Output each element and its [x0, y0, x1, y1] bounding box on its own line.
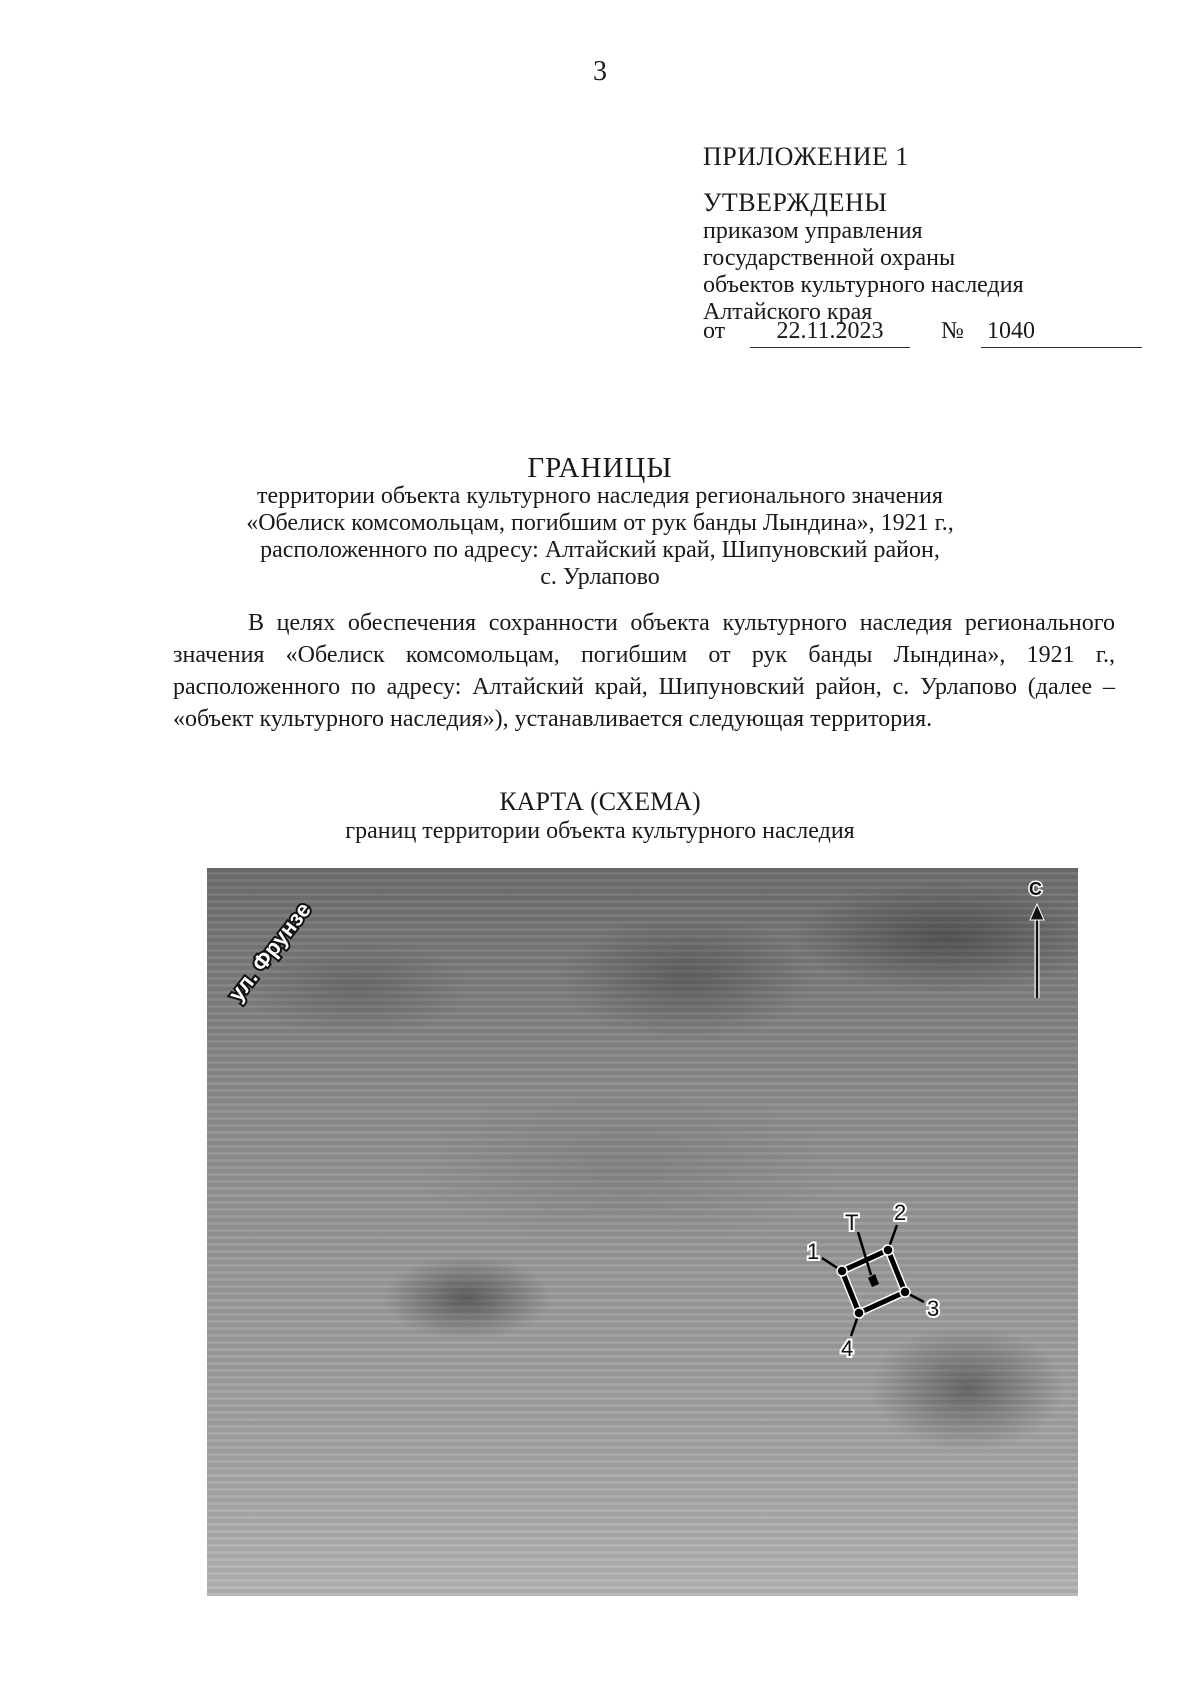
page-number: 3 [593, 56, 607, 87]
order-line [703, 318, 1163, 354]
boundary-point-2 [883, 1245, 893, 1255]
territory-label: Т [845, 1210, 859, 1235]
approval-line: приказом управления [703, 218, 923, 244]
point-label-4: 4 [841, 1336, 854, 1361]
from-label: от [703, 318, 726, 344]
body-paragraph: В целях обеспечения сохранности объекта культурного наследия регионального значения «Обелиск комсомольцам, погибшим от рук банды Лындина», 1921 г., расположенного по адресу: Алтайский край, Шипуновский район, с. Урлапово (далее – «объект культурного наследия»), устанавливается следующая территория. [173, 610, 1115, 732]
subtitle-line: с. Урлапово [540, 564, 660, 590]
order-number: 1040 [981, 318, 1142, 348]
boundary-point-1 [837, 1266, 847, 1276]
approval-title: УТВЕРЖДЕНЫ [703, 188, 888, 217]
street-label: ул. Фрунзе [223, 897, 316, 1007]
map-title: КАРТА (СХЕМА) [499, 787, 701, 816]
subtitle-line: «Обелиск комсомольцам, погибшим от рук банды Лындина», 1921 г., [246, 510, 954, 536]
map-subtitle: границ территории объекта культурного наследия [345, 818, 855, 844]
boundary-point-4 [854, 1308, 864, 1318]
approval-block [703, 188, 1163, 326]
point-label-3: 3 [927, 1296, 940, 1321]
map-scheme [207, 868, 1078, 1596]
north-label: С [1029, 879, 1042, 899]
document-subtitle [150, 483, 1050, 591]
approval-line: Алтайского края [703, 299, 873, 325]
subtitle-line: расположенного по адресу: Алтайский край, Шипуновский район, [260, 537, 940, 563]
map-overlay [207, 868, 1078, 1596]
boundary-point-3 [900, 1287, 910, 1297]
appendix-label: ПРИЛОЖЕНИЕ 1 [703, 142, 909, 171]
point-label-2: 2 [894, 1200, 907, 1225]
document-title: ГРАНИЦЫ [527, 452, 673, 484]
subtitle-line: территории объекта культурного наследия регионального значения [257, 483, 943, 509]
order-date: 22.11.2023 [750, 318, 910, 348]
approval-line: государственной охраны [703, 245, 956, 271]
territory-boundary [842, 1250, 905, 1313]
number-label: № [941, 318, 964, 344]
approval-line: объектов культурного наследия [703, 272, 1024, 298]
point-label-1: 1 [807, 1239, 820, 1264]
north-arrow-icon [1030, 904, 1044, 998]
